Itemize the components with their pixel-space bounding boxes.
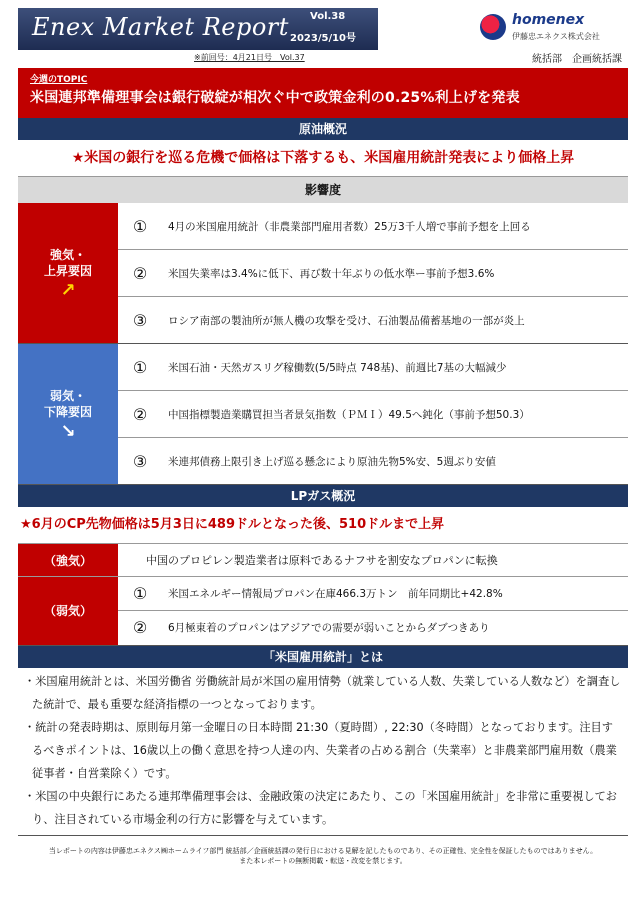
crude-section-title: 原油概況 [18,118,628,140]
disclaimer-line1: 当レポートの内容は伊藤忠エネクス㈱ホームライフ部門 統括部／企画統括課の発行日における見解を記したものであり、その正確性、完全性を保証したものではありません。 [48,847,598,855]
list-item [118,203,628,250]
report-title: Enex Market Report [32,13,289,41]
bullish-label-line2: 上昇要因 [43,264,92,278]
issue-date: 2023/5/10号 [290,33,357,44]
item-number: ② [132,263,148,283]
logo-name: homenex [512,12,585,28]
crude-headline: ★米国の銀行を巡る危機で価格は下落するも、米国雇用統計発表により価格上昇 [18,140,628,177]
bearish-factors [18,344,628,485]
bearish-label-line2: 下降要因 [43,405,92,419]
item-number: ③ [132,310,148,330]
sub-header [18,50,628,64]
logo-company-name: 伊藤忠エネクス株式会社 [512,32,600,41]
impact-title: 影響度 [18,177,628,203]
item-number: ② [132,404,148,424]
list-item [118,250,628,297]
topic-text: 米国連邦準備理事会は銀行破綻が相次ぐ中で政策金利の0.25%利上げを発表 [30,90,520,106]
lpg-strong-row [18,544,628,577]
arrow-up-icon: ↗ [60,280,76,301]
arrow-down-icon: ↘ [60,421,76,442]
definition-paragraph: ・統計の発表時期は、原則毎月第一金曜日の日本時間 21:30（夏時間）, 22:30（冬時間）となっております。注目するべきポイントは、16歳以上の働く意思を持つ人達の内、失業者の占める割合（失業率）と非農業部門雇用数（農業従事者・自営業除く）です。 [24,721,617,780]
item-text: 4月の米国雇用統計（非農業部門雇用者数）25万3千人増で事前予想を上回る [168,220,531,233]
definition-body [18,668,628,836]
item-text: 米国失業率は3.4%に低下、再び数十年ぶりの低水準ー事前予想3.6% [168,267,495,280]
department-label: 統括部 企画統括課 [532,54,622,65]
item-text: 米国エネルギー情報局プロパン在庫466.3万トン 前年同期比+42.8% [168,588,503,600]
item-text: ロシア南部の製油所が無人機の攻撃を受け、石油製品備蓄基地の一部が炎上 [168,314,525,327]
lpg-headline: ★6月のCP先物価格は5月3日に489ドルとなった後、510ドルまで上昇 [18,507,628,544]
item-text: 米国石油・天然ガスリグ稼働数(5/5時点 748基)、前週比7基の大幅減少 [168,361,507,374]
company-logo [480,12,626,46]
bullish-factors [18,203,628,344]
item-number: ① [132,216,148,236]
disclaimer [18,846,628,866]
list-item [118,344,628,391]
item-number: ① [132,357,148,377]
report-header [18,8,628,50]
list-item [118,611,628,644]
volume-number: Vol.38 [310,11,346,22]
item-number: ③ [132,451,148,471]
report-page [18,8,628,866]
lpg-section-title: LPガス概況 [18,485,628,507]
item-text: 6月極東着のプロパンはアジアでの需要が弱いことからダブつきあり [168,622,490,634]
item-number: ① [132,584,148,603]
definition-paragraph: ・米国の中央銀行にあたる連邦準備理事会は、金融政策の決定にあたり、この「米国雇用統計」を非常に重要視しており、注目されている市場金利の行方に影響を与えています。 [24,790,617,826]
bearish-label [18,344,118,484]
list-item [118,438,628,484]
disclaimer-line2: また本レポートの無断掲載・転送・改変を禁じます。 [239,857,407,865]
item-number: ② [132,618,148,637]
definition-title: 「米国雇用統計」とは [18,646,628,668]
item-text: 中国指標製造業購買担当者景気指数（ＰＭＩ）49.5へ鈍化（事前予想50.3） [168,408,530,421]
previous-issue-link[interactable]: ※前回号：4月21日号 Vol.37 [194,53,305,62]
lpg-weak-block [18,577,628,646]
bullish-label-line1: 強気・ [49,248,86,262]
list-item [118,297,628,343]
bearish-label-line1: 弱気・ [49,389,86,403]
list-item [118,577,628,611]
logo-mark-icon [480,14,506,40]
topic-banner [18,68,628,118]
item-text: 米連邦債務上限引き上げ巡る懸念により原油先物5%安、5週ぶり安値 [168,455,496,468]
topic-label: 今週のTOPIC [30,75,88,85]
bullish-label [18,203,118,343]
lpg-weak-label-text: （弱気） [43,604,92,618]
definition-paragraph: ・米国雇用統計とは、米国労働省 労働統計局が米国の雇用情勢（就業している人数、失業している人数など）を調査した統計で、最も重要な経済指標の一つとなっております。 [24,675,621,711]
lpg-strong-label: （強気） [18,544,118,576]
list-item [118,391,628,438]
lpg-strong-text: 中国のプロピレン製造業者は原料であるナフサを割安なプロパンに転換 [146,554,498,567]
lpg-weak-label [18,577,118,645]
